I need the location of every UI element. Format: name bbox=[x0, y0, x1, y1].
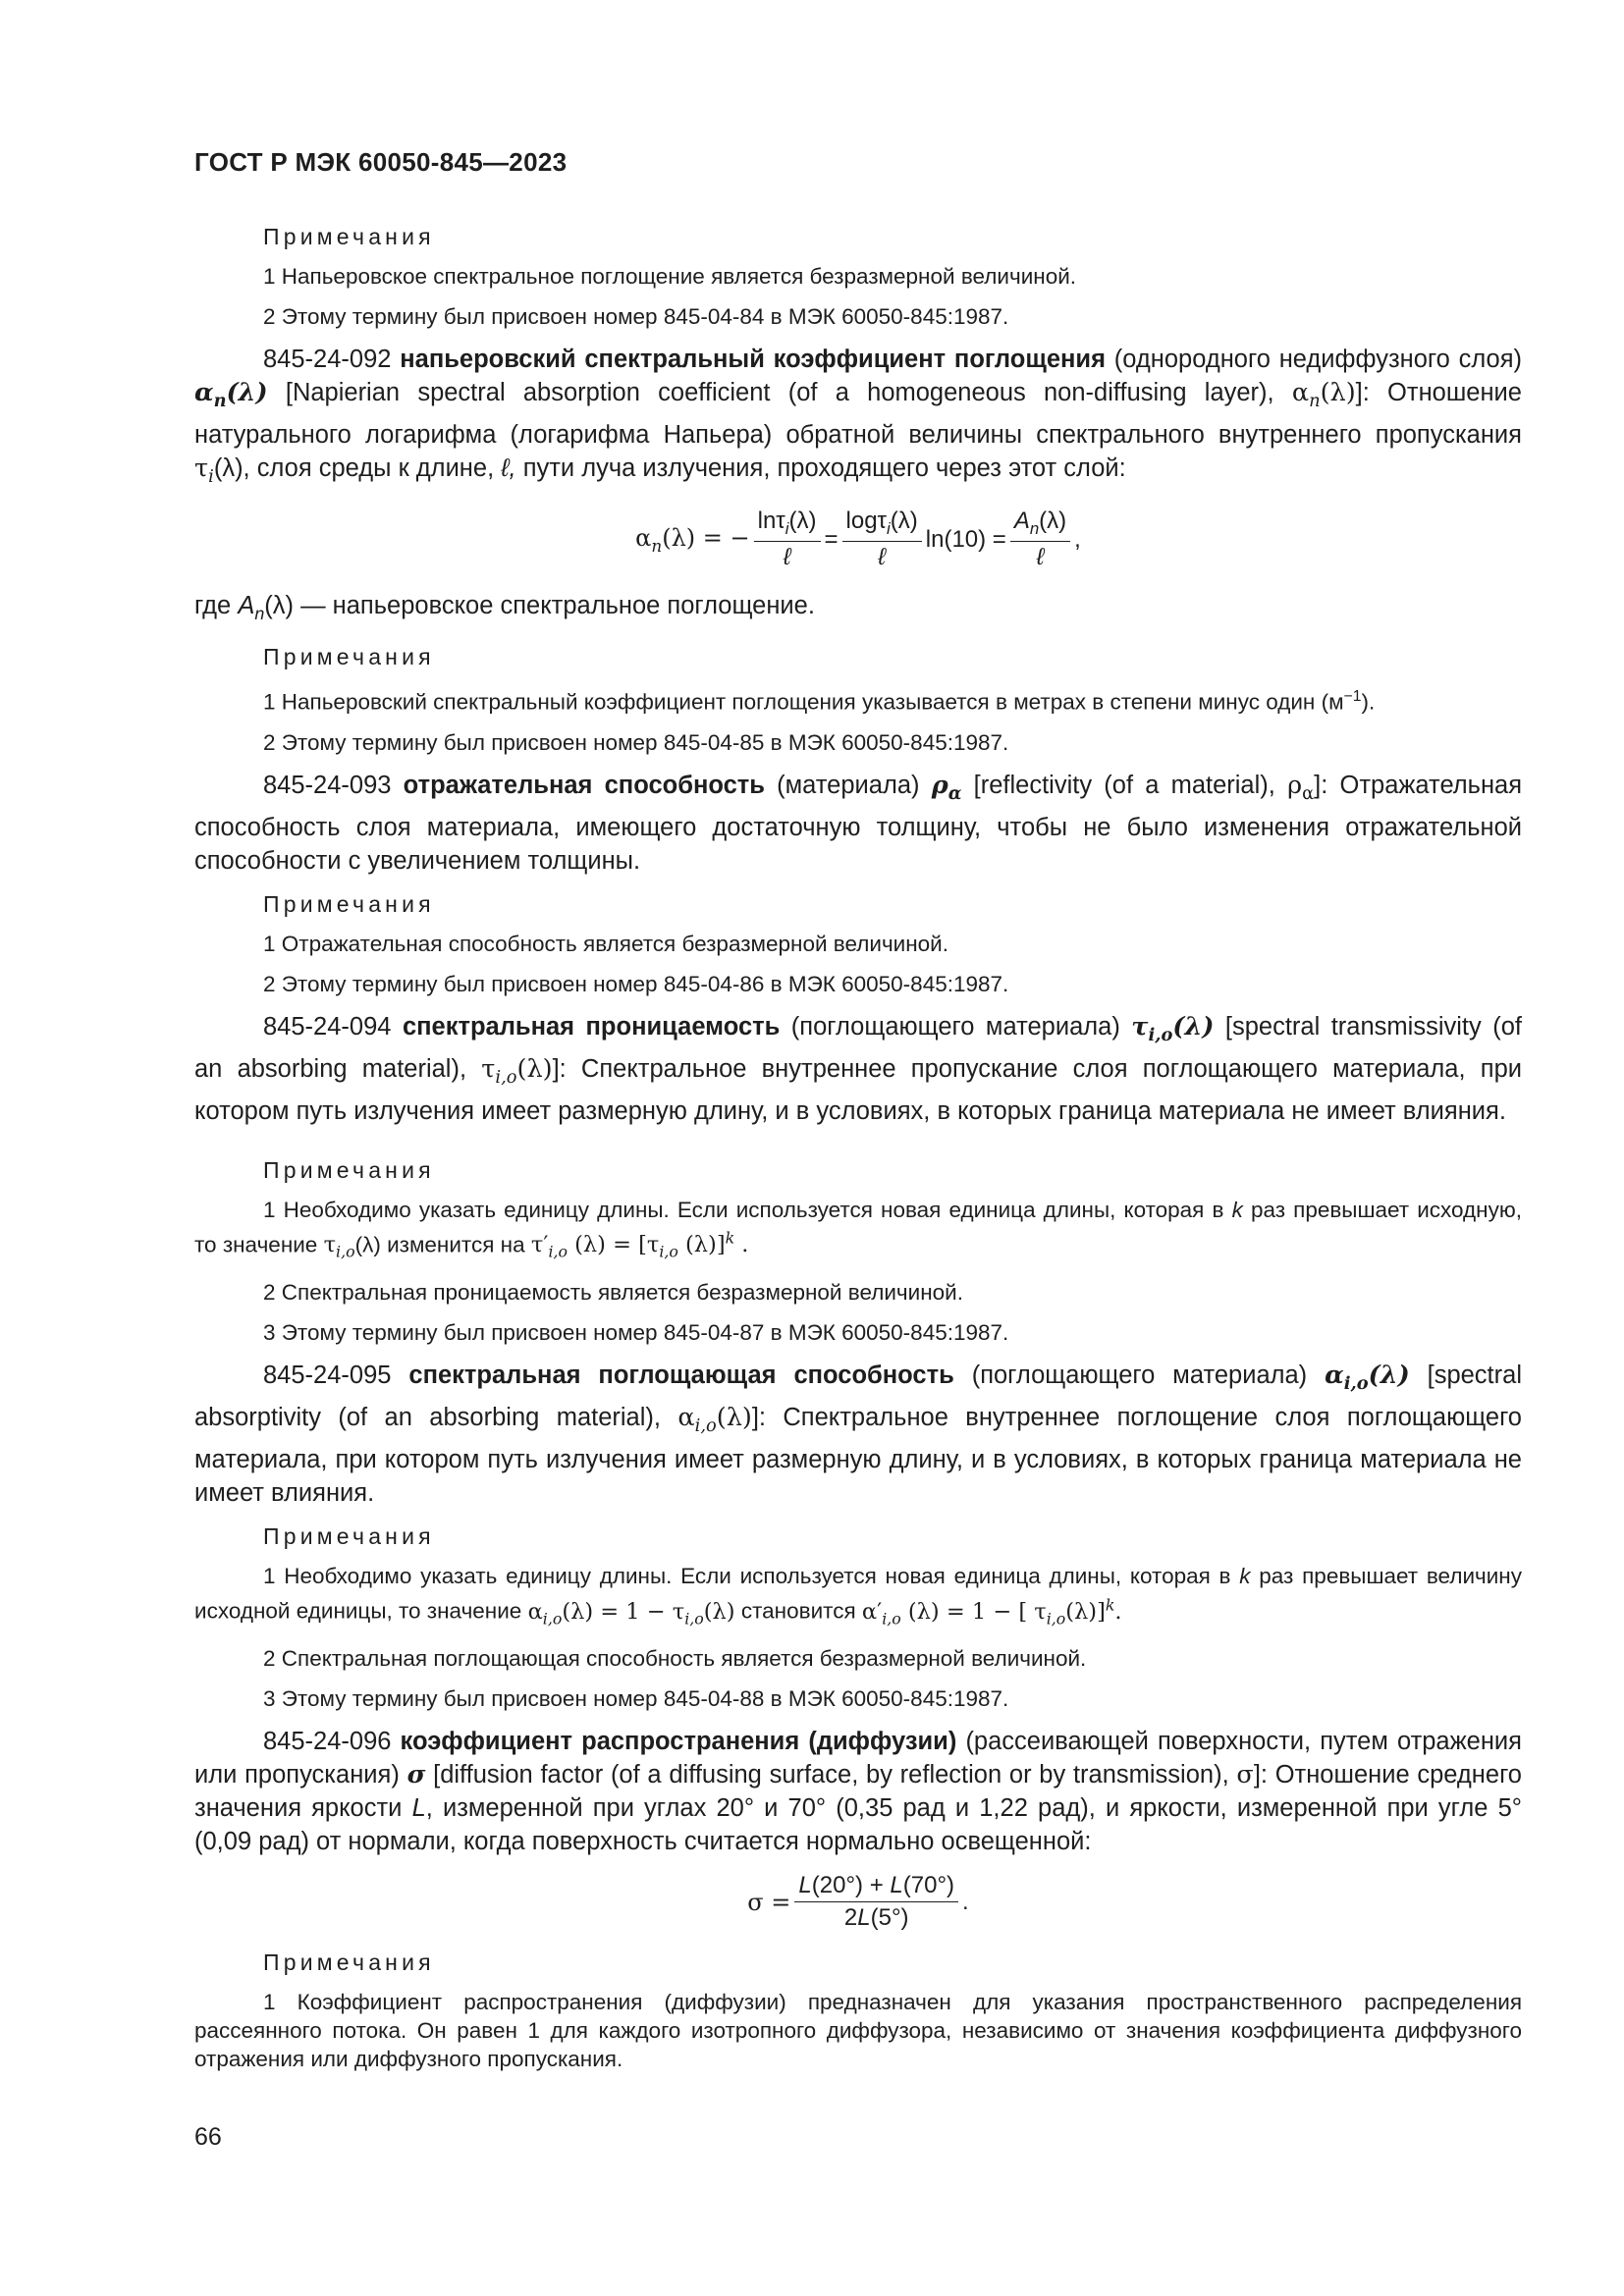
term-english: [Napierian spectral absorption coefficient (of a homogeneous non-diffusing layer), bbox=[285, 379, 1274, 406]
term-entry-092 bbox=[194, 343, 1522, 494]
notes-heading: Примечания bbox=[263, 1156, 435, 1183]
term-english: [spectral transmissivity (of an absorbing material), bbox=[194, 1012, 1522, 1083]
note-item: 1 Необходимо указать единицу длины. Если используется новая единица длины, которая в k раз превышает исходную, то значение $\tau_{i,o}(\lambda)$ изменится на $\tau'_{i,o}$ $(\lambda) = [\tau_{i,o}$ (λ)]$^k$ . bbox=[194, 1197, 1522, 1261]
term-definition: ]: Отношение натурального логарифма (логарифма Напьера) обратной величины спектрального внутреннего пропускания bbox=[194, 379, 1522, 450]
note-item: 2 Этому термину был присвоен номер 845-04-85 в МЭК 60050-845:1987. bbox=[263, 729, 1009, 755]
term-number: 845-24-096 bbox=[263, 1728, 392, 1756]
term-definition-end: пути луча излучения, проходящего через этот слой: bbox=[522, 454, 1126, 483]
note-item: 1 Необходимо указать единицу длины. Если используется новая единица длины, которая в k раз превышает величину исходной единицы, то значение $\alpha_{i,o}(\lambda) = 1 - \tau_{i,o}(\lambda)$ становится $\alpha'_{i,o}$ (λ) = 1 − [ $\tau_{i,o}(\lambda)]^k$. bbox=[194, 1564, 1522, 1629]
symbol-inline: $\rho_\alpha$ bbox=[1287, 770, 1315, 804]
symbol-inline: $\alpha_{i,o}(\lambda)$ bbox=[677, 1402, 752, 1437]
term-entry-094 bbox=[194, 1010, 1522, 1128]
term-qualifier: (поглощающего материала) bbox=[971, 1361, 1308, 1389]
term-number: 845-24-094 bbox=[263, 1012, 392, 1041]
notes-heading: Примечания bbox=[263, 224, 435, 249]
note-item: 2 Спектральная поглощающая способность является безразмерной величиной. bbox=[263, 1646, 1087, 1672]
note-item: 1 Коэффициент распространения (диффузии) предназначен для указания пространственного распределения рассеянного потока. Он равен 1 для каждого изотропного диффузора, независимо от значения коэффициента диффузного отражения или диффузного пропускания. bbox=[194, 1990, 1522, 2072]
term-qualifier: (материала) bbox=[777, 771, 920, 799]
notes-heading: Примечания bbox=[263, 1523, 435, 1550]
term-name: коэффициент распространения (диффузии) bbox=[400, 1728, 957, 1756]
note-item: 2 Спектральная проницаемость является безразмерной величиной. bbox=[263, 1279, 963, 1305]
term-definition-cont: , измеренной при углах 20° и 70° (0,35 рад и 1,22 рад), и яркости, измеренной при угле 5° (0,09 рад) от нормали, когда поверхность считается нормально освещенной: bbox=[194, 1794, 1522, 1856]
term-english: [diffusion factor (of a diffusing surface, by reflection or by transmission), bbox=[433, 1761, 1229, 1789]
term-qualifier: (поглощающего материала) bbox=[790, 1012, 1120, 1041]
term-number: 845-24-093 bbox=[263, 771, 392, 799]
formula-where-clause: где $A_n(\lambda)$ — напьеровское спектральное поглощение. bbox=[194, 591, 815, 624]
formula-absorption-coefficient: $\alpha_n(\lambda)$ = − $\frac{\ln\tau_i(\lambda)}{\text{ℓ}}$ = $\frac{\log\tau_i(\lambda)}{\text{ℓ}}$ ln(10) = $\frac{A_n(\lambda)}{\text{ℓ}}$ , bbox=[635, 507, 1081, 570]
symbol-inline: $\tau_{i,o}(\lambda)$ bbox=[481, 1053, 553, 1088]
term-english: [spectral absorptivity (of an absorbing material), bbox=[194, 1361, 1522, 1431]
term-entry-096 bbox=[194, 1725, 1522, 1858]
term-definition: ]: Спектральное внутреннее поглощение слоя поглощающего материала, при котором путь излучения имеет размерную длину, и в условиях, в которых граница материала не имеет влияния. bbox=[194, 1403, 1522, 1508]
term-number: 845-24-092 bbox=[263, 346, 392, 373]
symbol-inline: $\alpha_n(\lambda)$ bbox=[1291, 378, 1356, 412]
term-number: 845-24-095 bbox=[263, 1361, 392, 1389]
term-symbol: $\rho_\alpha$ bbox=[931, 770, 962, 804]
symbol-inline: L bbox=[411, 1794, 426, 1823]
note-item: 1 Напьеровский спектральный коэффициент поглощения указывается в метрах в степени минус один $(м^{-1})$. bbox=[263, 688, 1376, 715]
term-definition: ]: Отношение среднего значения яркости bbox=[194, 1761, 1522, 1823]
term-english: [reflectivity (of a material), bbox=[973, 771, 1275, 799]
term-name: спектральная поглощающая способность bbox=[408, 1361, 954, 1389]
notes-heading: Примечания bbox=[263, 644, 435, 670]
term-definition-cont: (λ), слоя среды к длине, bbox=[213, 454, 495, 483]
term-symbol: $\alpha_{i,o}(\lambda)$ bbox=[1325, 1360, 1410, 1394]
page-number: 66 bbox=[194, 2123, 222, 2151]
page-content bbox=[194, 224, 1522, 2085]
document-header: ГОСТ Р МЭК 60050-845—2023 bbox=[194, 147, 568, 177]
symbol-inline: σ bbox=[1236, 1760, 1254, 1790]
term-symbol: σ bbox=[406, 1760, 426, 1790]
note-item: 2 Этому термину был присвоен номер 845-04-86 в МЭК 60050-845:1987. bbox=[263, 971, 1009, 996]
term-definition: ]: Отражательная способность слоя материала, имеющего достаточную толщину, чтобы не было изменения отражательной способности с увеличением толщины. bbox=[194, 771, 1523, 875]
term-symbol: $\tau_{i,o}(\lambda)$ bbox=[1131, 1011, 1215, 1045]
note-item: 1 Отражательная способность является безразмерной величиной. bbox=[263, 931, 948, 956]
term-entry-093 bbox=[194, 769, 1522, 878]
term-name: отражательная способность bbox=[403, 771, 765, 799]
term-definition: ]: Спектральное внутреннее пропускание слоя поглощающего материала, при котором путь излучения имеет размерную длину, и в условиях, в которых граница материала не имеет влияния. bbox=[194, 1054, 1522, 1125]
term-symbol: $\alpha_n(\lambda)$ bbox=[194, 378, 268, 412]
note-item: 2 Этому термину был присвоен номер 845-04-84 в МЭК 60050-845:1987. bbox=[263, 304, 1009, 329]
term-qualifier: (рассеивающей поверхности, путем отражения или пропускания) bbox=[194, 1728, 1522, 1789]
term-qualifier: (однородного недиффузного слоя) bbox=[1113, 346, 1523, 373]
term-entry-095 bbox=[194, 1359, 1522, 1510]
notes-heading: Примечания bbox=[263, 890, 435, 917]
symbol-inline: ℓ, bbox=[501, 454, 516, 483]
notes-heading: Примечания bbox=[263, 1949, 435, 1976]
note-item: 1 Напьеровское спектральное поглощение является безразмерной величиной. bbox=[263, 264, 1077, 289]
term-name: напьеровский спектральный коэффициент поглощения bbox=[400, 346, 1106, 373]
note-item: 3 Этому термину был присвоен номер 845-04-88 в МЭК 60050-845:1987. bbox=[263, 1686, 1009, 1712]
term-name: спектральная проницаемость bbox=[402, 1012, 781, 1041]
formula-diffusion-factor: σ = $\frac{L(20^\circ) + L(70^\circ)}{2L(5^\circ)}$ . bbox=[747, 1872, 969, 1932]
note-item: 3 Этому термину был присвоен номер 845-04-87 в МЭК 60050-845:1987. bbox=[263, 1319, 1009, 1345]
symbol-inline: $\tau_i$ bbox=[194, 454, 214, 488]
